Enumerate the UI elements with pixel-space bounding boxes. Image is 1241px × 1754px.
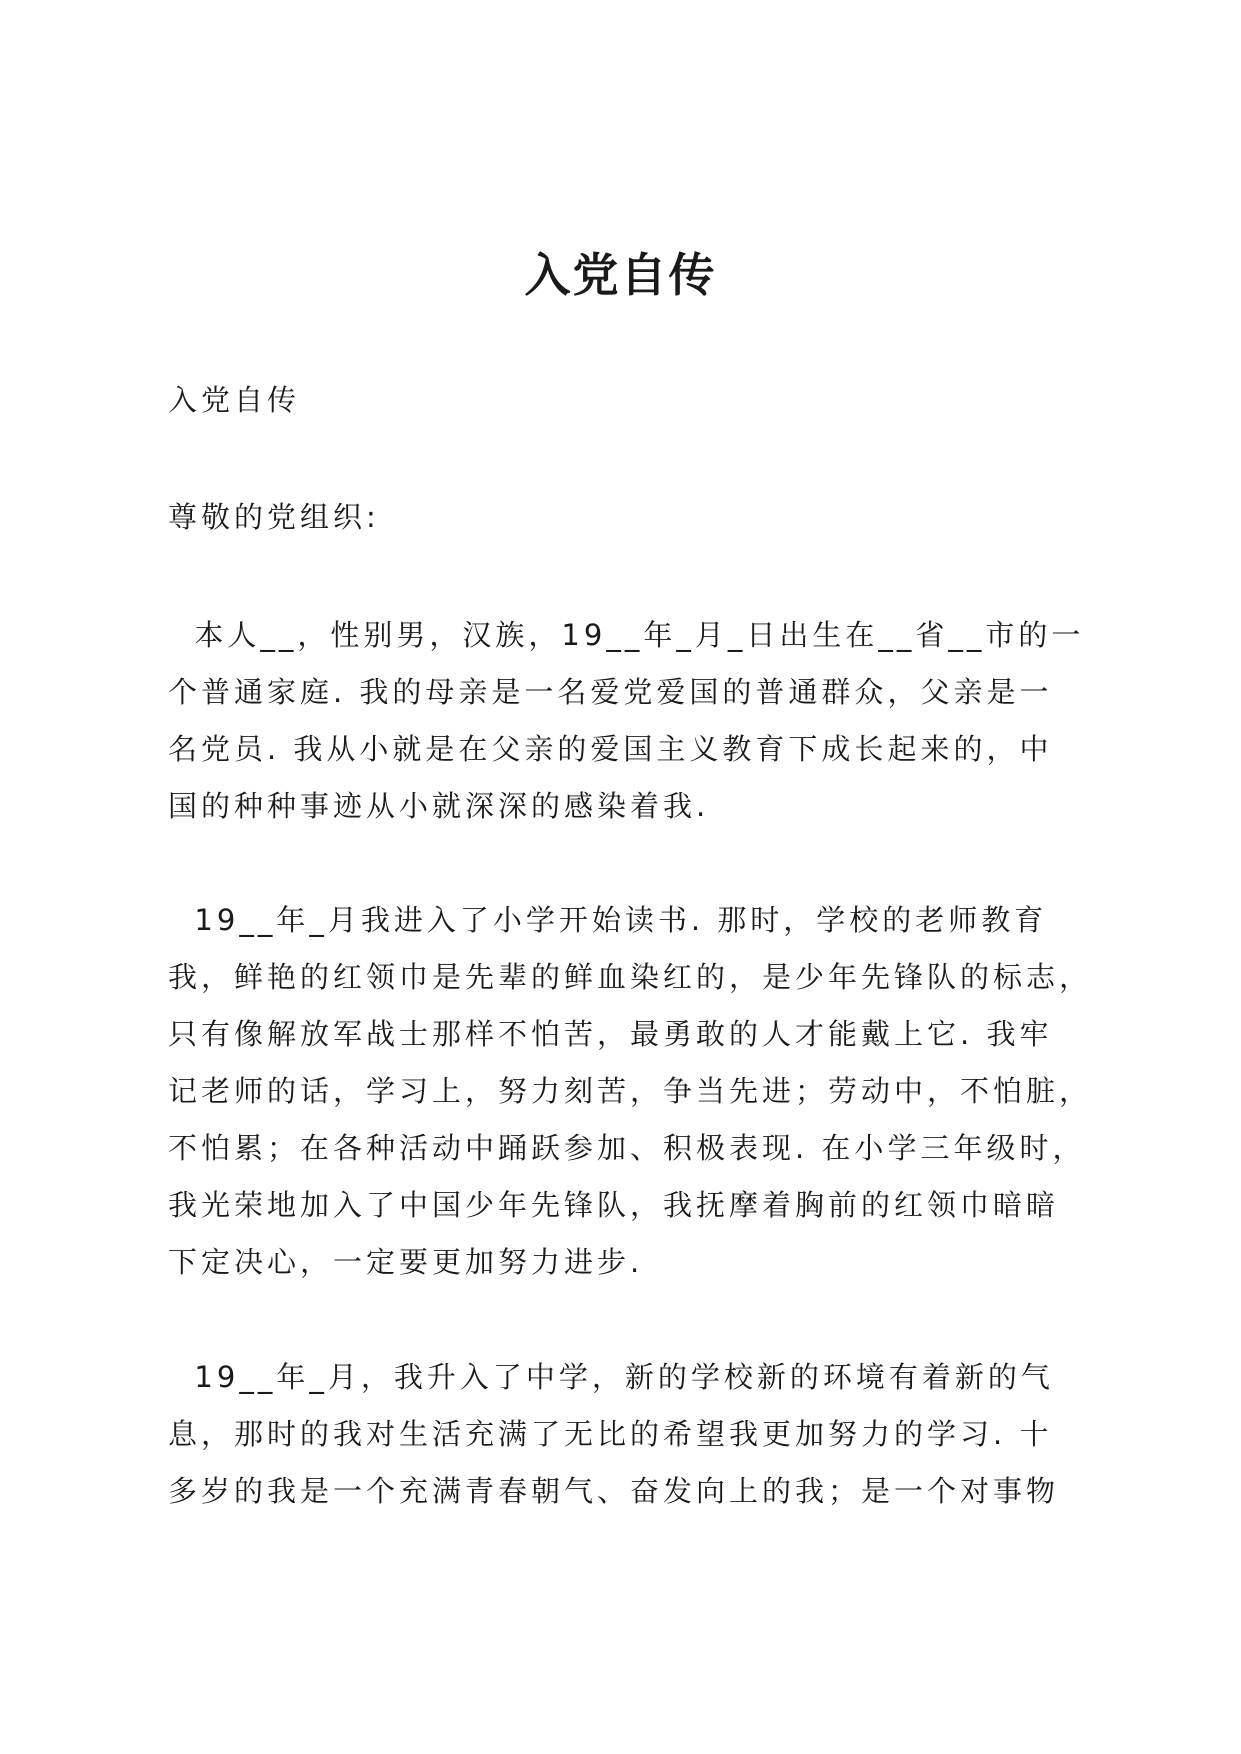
paragraph-line: 记老师的话，学习上，努力刻苦，争当先进；劳动中，不怕脏，	[168, 1074, 1093, 1108]
paragraph-line: 国的种种事迹从小就深深的感染着我.	[168, 789, 710, 823]
paragraph-line: 我，鲜艳的红领巾是先辈的鲜血染红的，是少年先锋队的标志，	[168, 960, 1093, 994]
paragraph-line: 多岁的我是一个充满青春朝气、奋发向上的我；是一个对事物	[168, 1474, 1060, 1508]
paragraph-line: 下定决心，一定要更加努力进步.	[168, 1245, 644, 1279]
paragraph-line: 19__年_月我进入了小学开始读书. 那时，学校的老师教育	[168, 903, 1048, 937]
salutation: 尊敬的党组织:	[168, 500, 380, 534]
paragraph-line: 我光荣地加入了中国少年先锋队，我抚摩着胸前的红领巾暗暗	[168, 1188, 1060, 1222]
paragraph-line: 息，那时的我对生活充满了无比的希望我更加努力的学习. 十	[168, 1417, 1053, 1451]
paragraph-1	[168, 607, 1088, 835]
document-subtitle: 入党自传	[168, 383, 301, 417]
paragraph-3	[168, 1349, 1088, 1520]
paragraph-line: 本人__，性别男，汉族，19__年_月_日出生在__省__市的一	[168, 618, 1085, 652]
paragraph-line: 名党员. 我从小就是在父亲的爱国主义教育下成长起来的，中	[168, 732, 1053, 766]
paragraph-line: 19__年_月，我升入了中学，新的学校新的环境有着新的气	[168, 1360, 1054, 1394]
paragraph-line: 只有像解放军战士那样不怕苦，最勇敢的人才能戴上它. 我牢	[168, 1017, 1053, 1051]
paragraph-line: 个普通家庭. 我的母亲是一名爱党爱国的普通群众，父亲是一	[168, 675, 1053, 709]
document-title: 入党自传	[524, 248, 717, 302]
paragraph-2	[168, 892, 1093, 1291]
paragraph-line: 不怕累；在各种活动中踊跃参加、积极表现. 在小学三年级时，	[168, 1131, 1086, 1165]
